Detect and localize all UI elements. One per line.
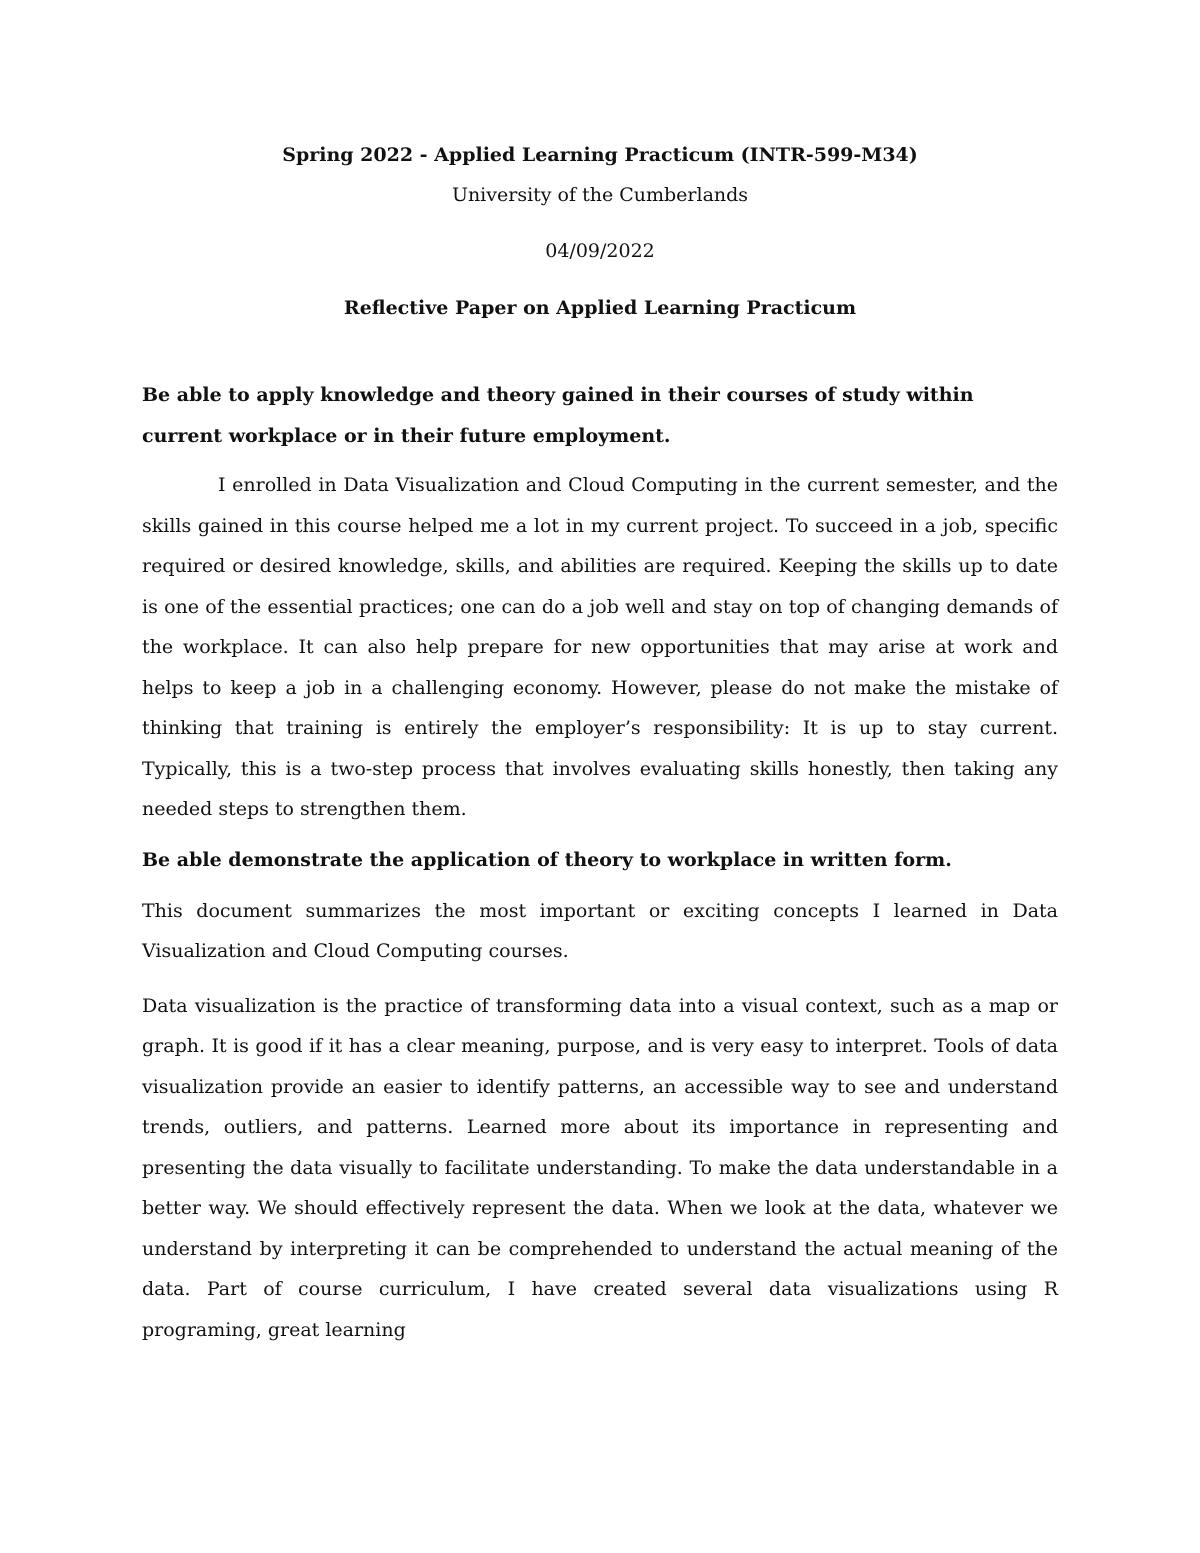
section-2-paragraph-2: Data visualization is the practice of transforming data into a visual context, such as a map or graph. It is good if it has a clear meaning, purpose, and is very easy to interpret. Tools of data visualization provide an easier to identify patterns, an accessible way to see and understand trends, outliers, and patterns. Learned more about its importance in representing and presenting the data visually to facilitate understanding. To make the data understandable in a better way. We should effectively represent the data. When we look at the data, whatever we understand by interpreting it can be comprehended to understand the actual meaning of the data. Part of course curriculum, I have created several data visualizations using R programing, great learning [142,994,1058,1341]
paper-title: Reflective Paper on Applied Learning Practicum [343,297,857,319]
document-date: 04/09/2022 [545,240,655,262]
course-title: Spring 2022 - Applied Learning Practicum (INTR-599-M34) [282,144,918,166]
university-name: University of the Cumberlands [451,184,749,206]
document-body [142,140,1058,1350]
section-1-paragraph: I enrolled in Data Visualization and Cloud Computing in the current semester, and the skills gained in this course helped me a lot in my current project. To succeed in a job, specific required or desired knowledge, skills, and abilities are required. Keeping the skills up to date is one of the essential practices; one can do a job well and stay on top of changing demands of the workplace. It can also help prepare for new opportunities that may arise at work and helps to keep a job in a challenging economy. However, please do not make the mistake of thinking that training is entirely the employer’s responsibility: It is up to stay current. Typically, this is a two-step process that involves evaluating skills honestly, then taking any needed steps to strengthen them. [142,474,1058,820]
section-1-heading: Be able to apply knowledge and theory gained in their courses of study within current workplace or in their future employment. [142,384,974,447]
section-2-paragraph-1: This document summarizes the most important or exciting concepts I learned in Data Visualization and Cloud Computing courses. [142,899,1058,962]
section-2-heading: Be able demonstrate the application of theory to workplace in written form. [142,848,952,871]
